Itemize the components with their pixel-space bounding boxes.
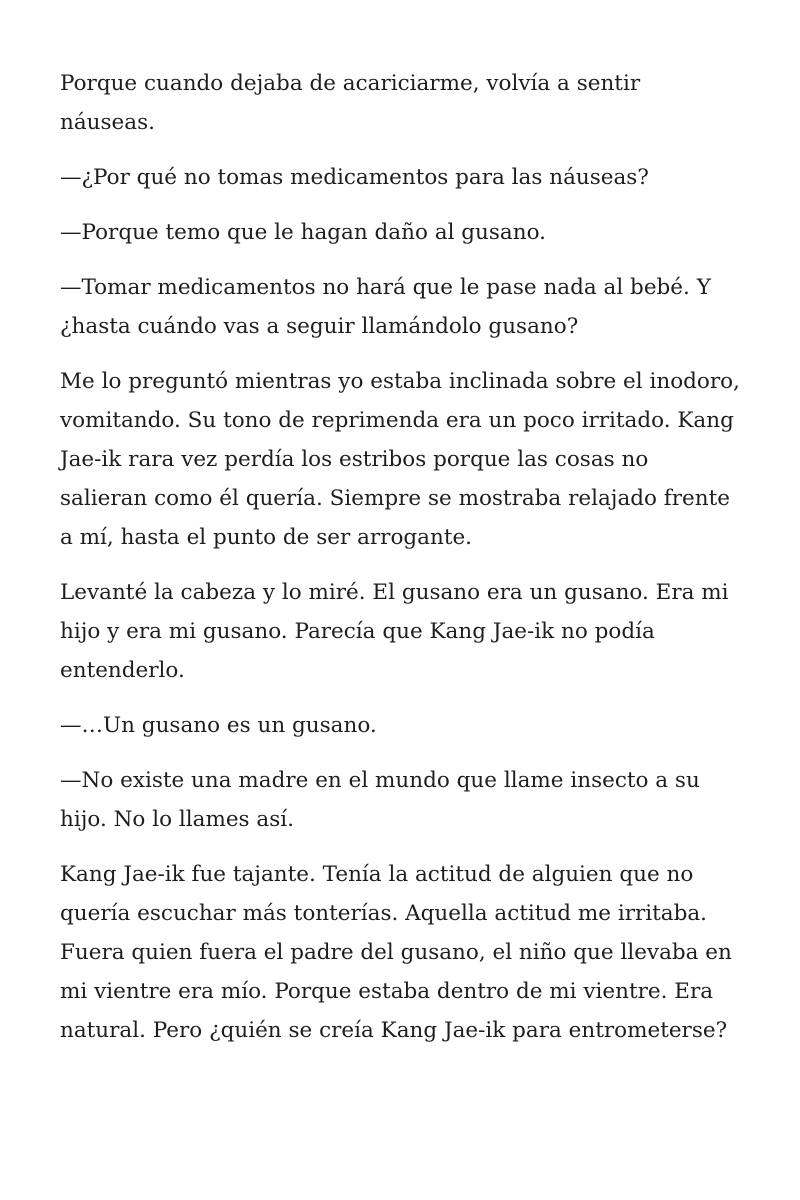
- paragraph-4: —Tomar medicamentos no hará que le pase nada al bebé. Y ¿hasta cuándo vas a seguir llamándolo gusano?: [60, 275, 711, 339]
- paragraph-2: —¿Por qué no tomas medicamentos para las náuseas?: [60, 165, 649, 190]
- paragraph-3: —Porque temo que le hagan daño al gusano.: [60, 220, 546, 245]
- paragraph-1: Porque cuando dejaba de acariciarme, volvía a sentir náuseas.: [60, 71, 641, 135]
- paragraph-9: Kang Jae-ik fue tajante. Tenía la actitud de alguien que no quería escuchar más tonterías. Aquella actitud me irritaba. Fuera quien fuera el padre del gusano, el niño que llevaba en mi vientre era mío. Porque estaba dentro de mi vientre. Era natural. Pero ¿quién se creía Kang Jae-ik para entrometerse?: [60, 862, 732, 1043]
- page-content: [60, 64, 740, 1066]
- paragraph-6: Levanté la cabeza y lo miré. El gusano era un gusano. Era mi hijo y era mi gusano. Parecía que Kang Jae-ik no podía entenderlo.: [60, 580, 729, 683]
- paragraph-5: Me lo preguntó mientras yo estaba inclinada sobre el inodoro, vomitando. Su tono de reprimenda era un poco irritado. Kang Jae-ik rara vez perdía los estribos porque las cosas no salieran como él quería. Siempre se mostraba relajado frente a mí, hasta el punto de ser arrogante.: [60, 369, 740, 550]
- paragraph-8: —No existe una madre en el mundo que llame insecto a su hijo. No lo llames así.: [60, 768, 700, 832]
- paragraph-7: —…Un gusano es un gusano.: [60, 713, 377, 738]
